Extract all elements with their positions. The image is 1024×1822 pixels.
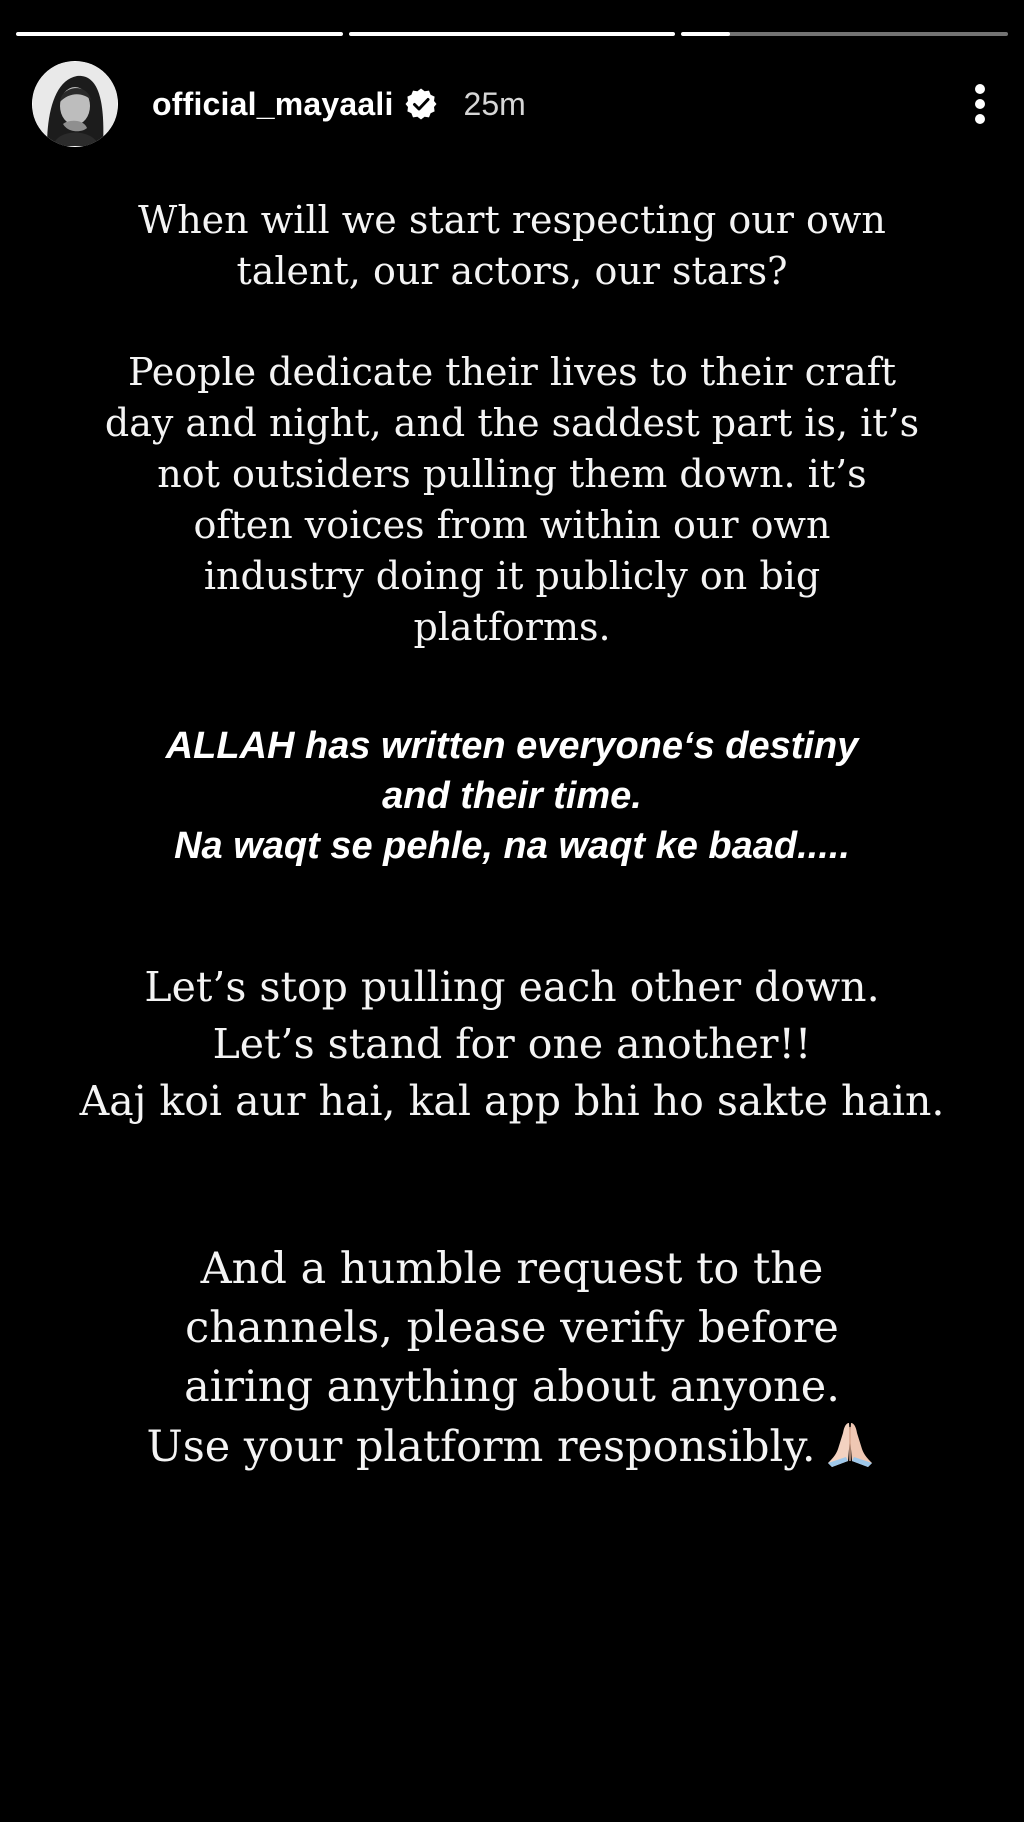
- more-vertical-icon[interactable]: [968, 80, 992, 128]
- story-content: [0, 195, 1024, 1477]
- story-text-paragraph-1: When will we start respecting our own talent, our actors, our stars?: [138, 198, 886, 293]
- story-text-paragraph-3: ALLAH has written everyone‘s destiny and their time. Na waqt se pehle, na waqt ke baad.....: [165, 725, 859, 867]
- story-segment-3: [681, 32, 1008, 36]
- more-dot: [975, 84, 985, 94]
- avatar[interactable]: [32, 61, 118, 147]
- profile-photo-icon: [33, 62, 117, 146]
- story-text-paragraph-5: [22, 1240, 1002, 1477]
- more-dot: [975, 114, 985, 124]
- story-text-paragraph-2: People dedicate their lives to their craft day and night, and the saddest part is, it’s not outsiders pulling them down. it’s often voices from within our own industry doing it publicly on big platforms.: [104, 350, 920, 649]
- story-segment-1: [16, 32, 343, 36]
- verified-badge-icon: [404, 87, 438, 121]
- more-dot: [975, 99, 985, 109]
- folded-hands-icon: [822, 1417, 878, 1469]
- username[interactable]: official_mayaali: [152, 85, 394, 122]
- story-segment-2: [349, 32, 676, 36]
- story-text-paragraph-4: Let’s stop pulling each other down. Let’s stand for one another!! Aaj koi aur hai, kal app bhi ho sakte hain.: [79, 963, 945, 1125]
- story-header: [32, 60, 992, 148]
- story-progress-bar: [16, 32, 1008, 37]
- story-text-paragraph-5-text: And a humble request to the channels, please verify before airing anything about anyone. Use your platform responsibly.: [146, 1244, 840, 1472]
- post-time: 25m: [463, 85, 526, 122]
